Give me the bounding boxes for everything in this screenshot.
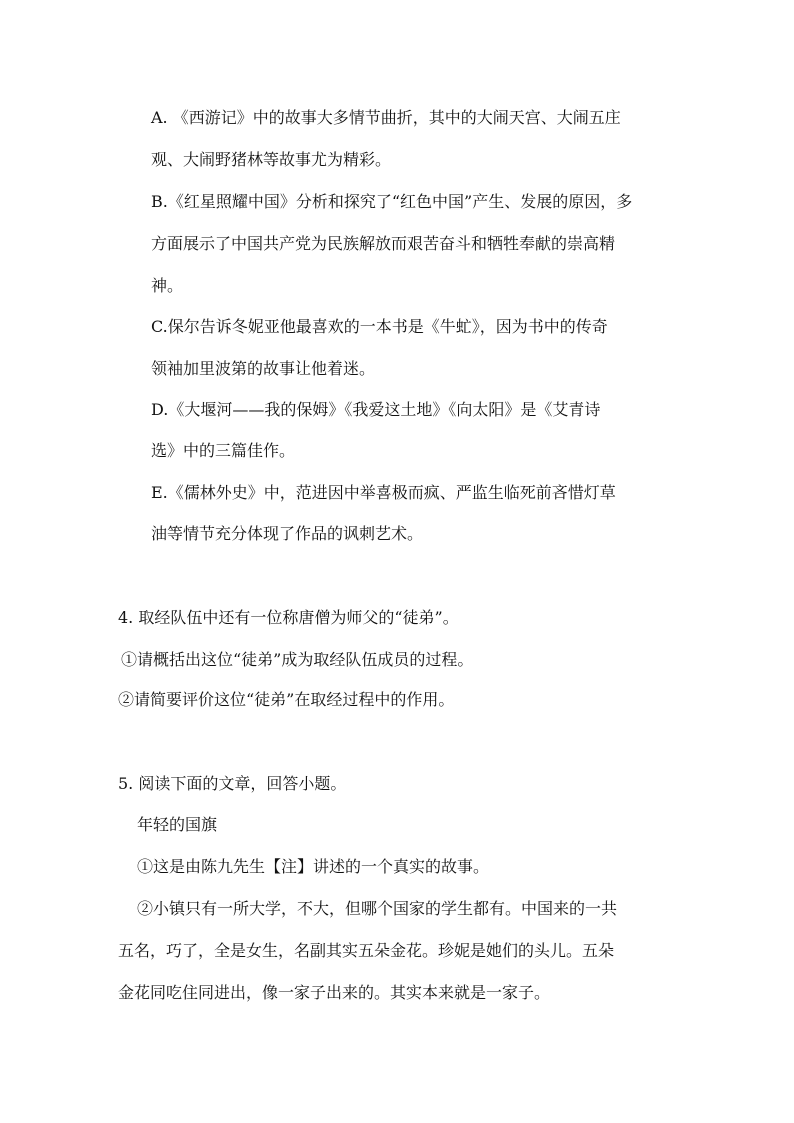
question-4-sub-1: ①请概括出这位“徒弟”成为取经队伍成员的过程。 — [121, 650, 474, 669]
article-paragraph-2-line-3: 金花同吃住同进出，像一家子出来的。其实本来就是一家子。 — [118, 983, 551, 1002]
option-e-line-2: 油等情节充分体现了作品的讽刺艺术。 — [151, 524, 424, 543]
question-4-sub-2: ②请简要评价这位“徒弟”在取经过程中的作用。 — [118, 690, 455, 709]
article-title: 年轻的国旗 — [137, 815, 218, 834]
article-paragraph-2-line-2: 五名，巧了，全是女生，名副其实五朵金花。珍妮是她们的头儿。五朵 — [118, 941, 615, 960]
option-c-line-2: 领袖加里波第的故事让他着迷。 — [151, 359, 376, 378]
option-b-line-3: 神。 — [151, 276, 184, 295]
article-paragraph-1: ①这是由陈九先生【注】讲述的一个真实的故事。 — [137, 857, 490, 876]
question-5-stem: 5. 阅读下面的文章，回答小题。 — [118, 774, 347, 793]
option-c-line-1: C.保尔告诉冬妮亚他最喜欢的一本书是《牛虻》，因为书中的传奇 — [151, 317, 608, 336]
option-d-line-2: 选》中的三篇佳作。 — [151, 441, 296, 460]
option-b-line-1: B.《红星照耀中国》分析和探究了“红色中国”产生、发展的原因，多 — [151, 192, 633, 211]
question-4-stem: 4. 取经队伍中还有一位称唐僧为师父的“徒弟”。 — [118, 608, 459, 627]
option-a-line-2: 观、大闹野猪林等故事尤为精彩。 — [151, 150, 392, 169]
option-d-line-1: D.《大堰河——我的保姆》《我爱这土地》《向太阳》是《艾青诗 — [151, 400, 601, 419]
article-paragraph-2-line-1: ②小镇只有一所大学，不大，但哪个国家的学生都有。中国来的一共 — [137, 899, 618, 918]
option-b-line-2: 方面展示了中国共产党为民族解放而艰苦奋斗和牺牲奉献的崇高精 — [151, 234, 616, 253]
option-e-line-1: E.《儒林外史》中，范进因中举喜极而疯、严监生临死前吝惜灯草 — [151, 483, 616, 502]
option-a-line-1: A. 《西游记》中的故事大多情节曲折，其中的大闹天宫、大闹五庄 — [151, 108, 621, 127]
